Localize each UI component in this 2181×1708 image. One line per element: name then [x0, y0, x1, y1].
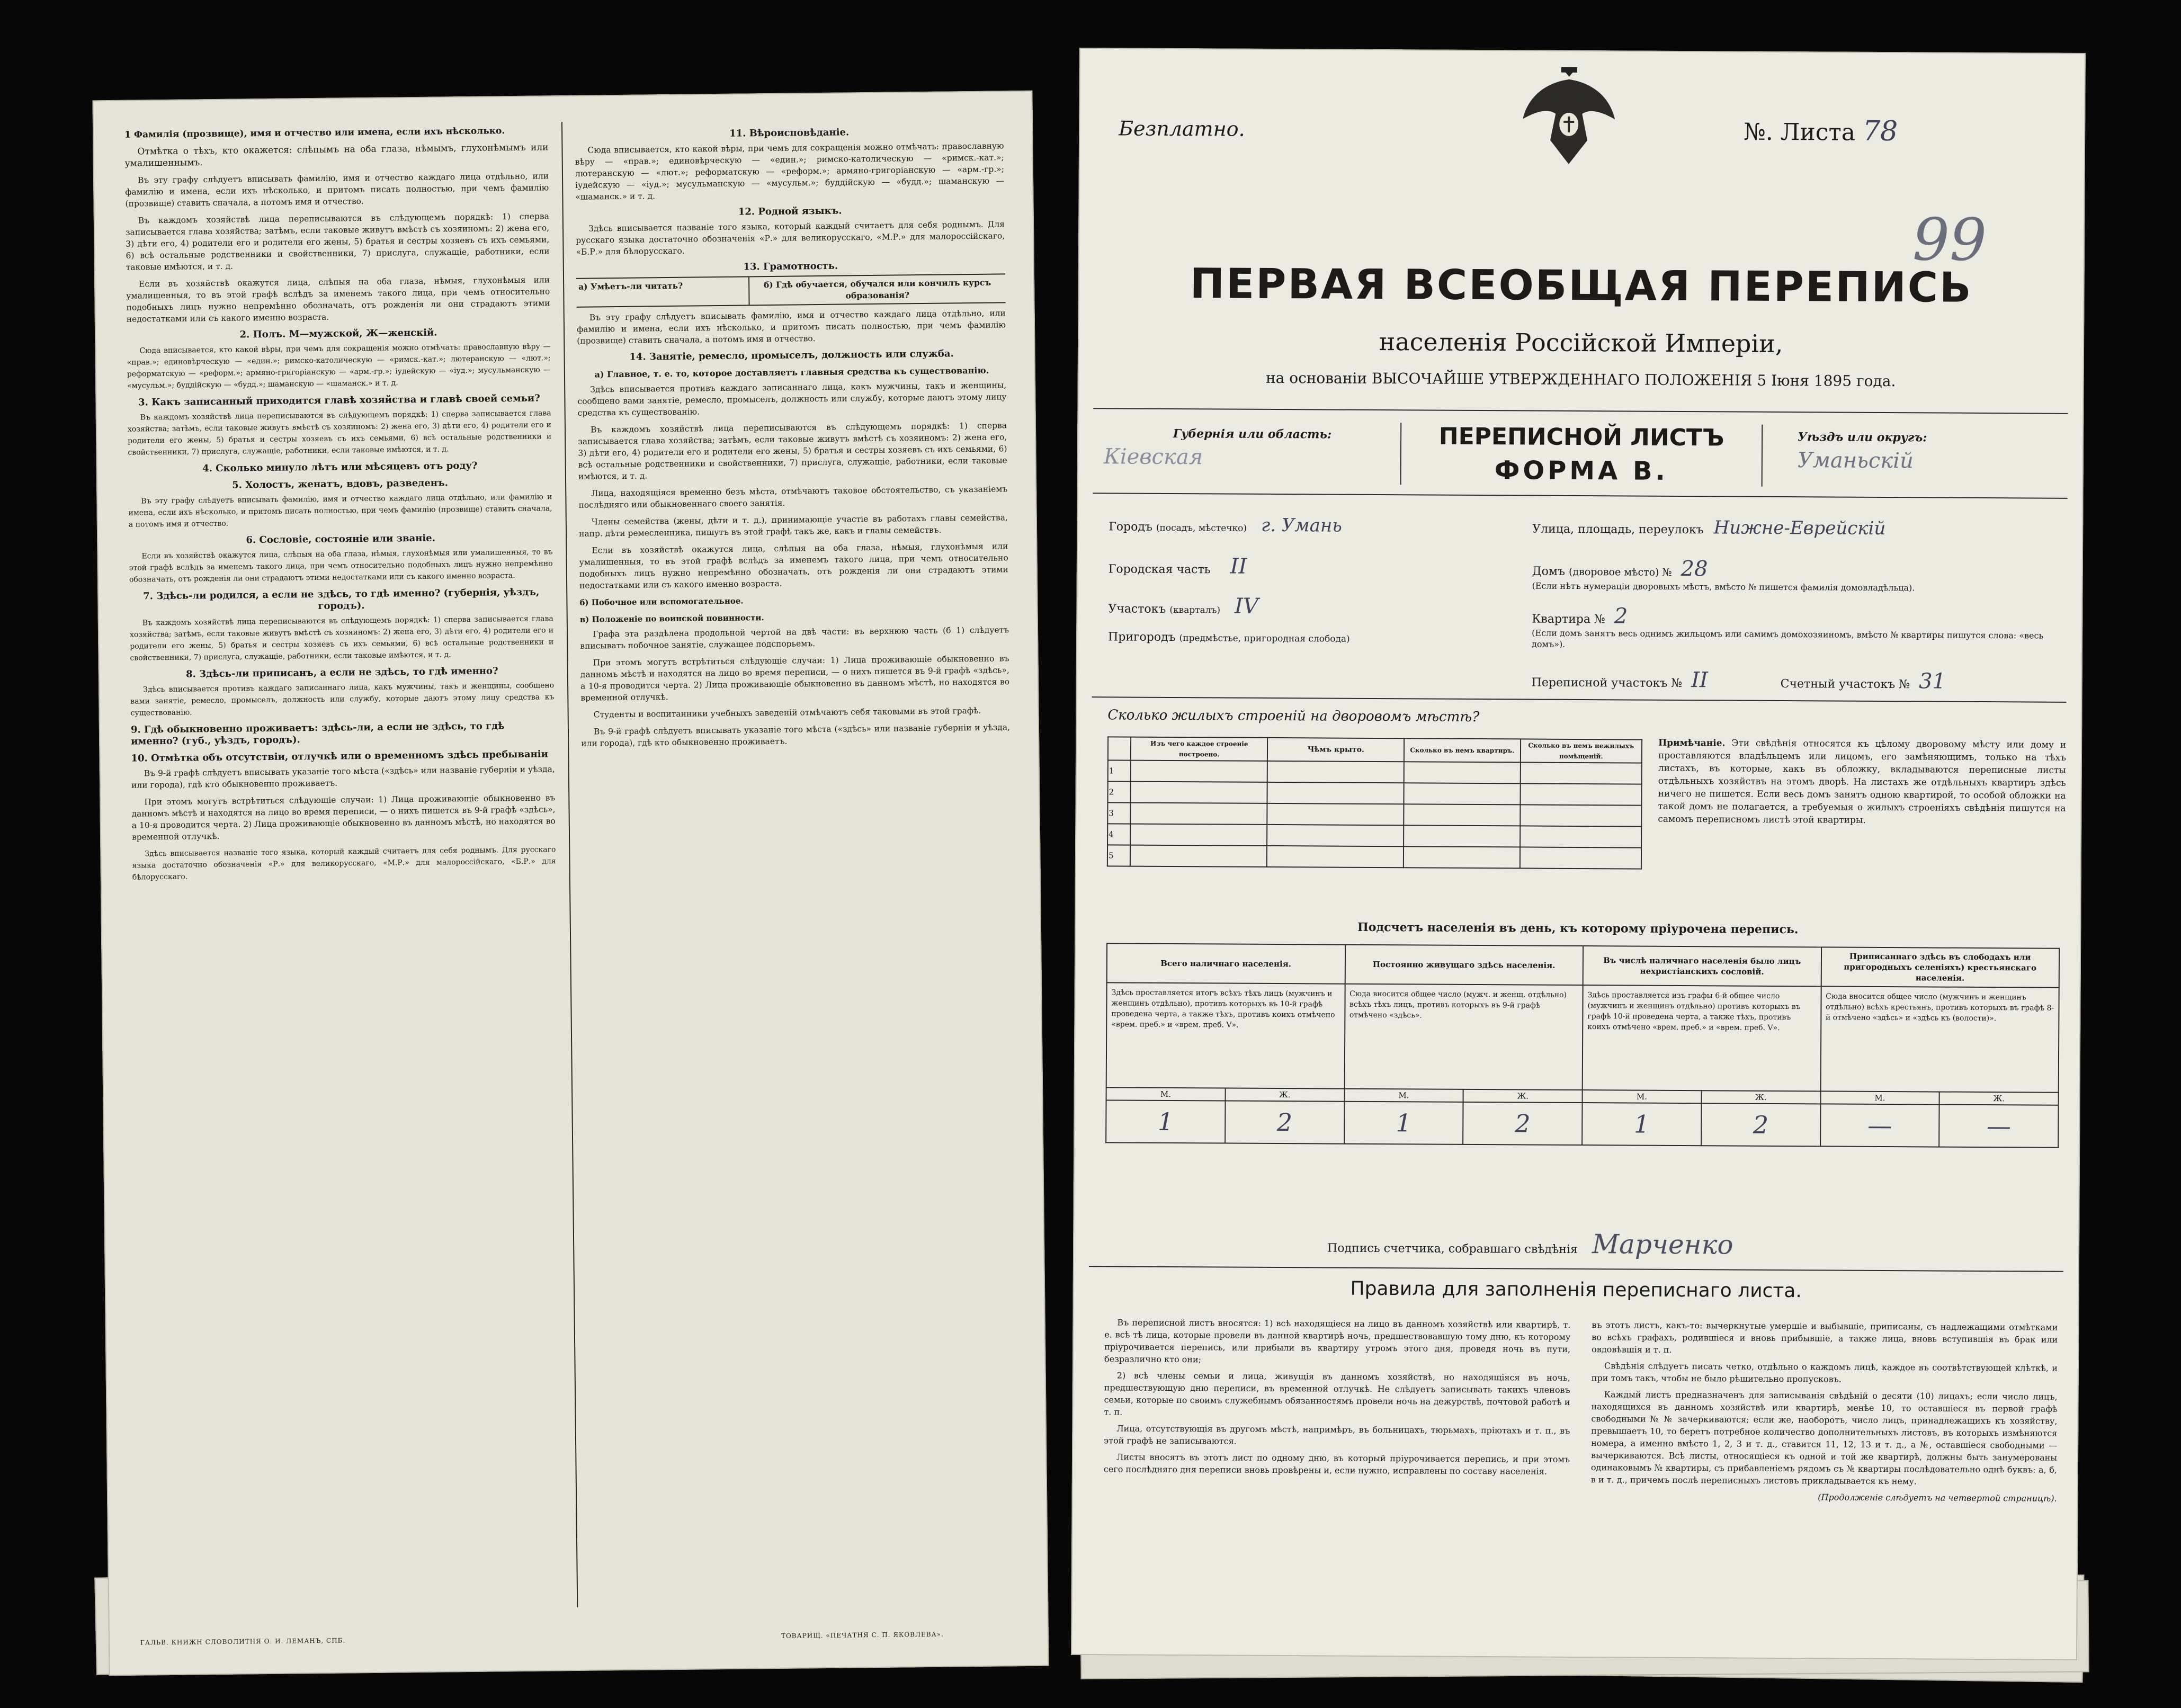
- rules-paragraph: Свѣдѣнія слѣдуетъ писать четко, отдѣльно о каждомъ лицѣ, каждое въ соотвѣтствующей клѣткѣ, и при томъ такъ, чтобы не было рѣшительно пропусковъ.: [1591, 1361, 2058, 1384]
- count-value: 1: [1106, 1100, 1225, 1143]
- instruction-paragraph: Въ эту графу слѣдуетъ вписывать фамилію, имя и отчество каждаго лица отдѣльно, или фамилію и имена, если ихъ нѣсколько, и притомъ писать полностью, при чемъ фамилію (прозвище) ставить сначала, а потомъ имя и отчество.: [128, 493, 552, 529]
- instruction-paragraph: Въ каждомъ хозяйствѣ лица переписываются въ слѣдующемъ порядкѣ: 1) сперва записывается глава хозяйства; затѣмъ, если таковые живутъ вмѣстѣ съ хозяиномъ: 2) жена его, 3) дѣти его, 4) родители его и родители его жены, 5) братья и сестры хозяевъ съ ихъ семьями, 6) всѣ остальные родственники и свойственники, 7) прислуга, служащіе, работники, если таковые имѣются, и т. д.: [578, 421, 1007, 481]
- form-rule: [1093, 493, 2068, 499]
- sex-label: Ж.: [1463, 1089, 1583, 1103]
- census-district-value: II: [1691, 668, 1708, 693]
- instruction-paragraph: Сюда вписывается, кто какой вѣры, при чемъ для сокращенія можно отмѣчать: православную вѣру — «прав.»; единовѣрческую — «един.»; римско-католическую — «римск.-кат.»; лютеранскую — «лют.»; реформатскую — «реформ.»; армяно-григоріанскую — «арм.-гр.»; іудейскую — «іуд.»; мусульманскую — «мусульм.»; буддійскую — «будд.»; шаманскую — «шаманск.» и т. д.: [127, 342, 551, 390]
- instruction-paragraph: Въ каждомъ хозяйствѣ лица переписываются въ слѣдующемъ порядкѣ: 1) сперва записывается глава хозяйства; затѣмъ, если таковые живутъ вмѣстѣ съ хозяиномъ: 2) жена его, 3) дѣти его, 4) родители его и родители его жены, 5) братья и сестры хозяевъ съ ихъ семьями, 6) всѣ остальные родственники и свойственники, 7) прислуга, служащіе, работники, если таковые имѣются, и т. д.: [129, 614, 554, 663]
- count-header: Постоянно живущаго здѣсь населенія.: [1345, 945, 1583, 985]
- pencil-page-number: 99: [1912, 205, 1987, 274]
- header-rule: [1093, 408, 2068, 414]
- census-subtitle: населенія Россійской Имперіи,: [1379, 327, 1783, 359]
- buildings-header: Сколько въ немъ нежилыхъ помѣщеній.: [1520, 739, 1642, 763]
- city-label: Городъ: [1109, 520, 1152, 534]
- rules-paragraph: 2) всѣ члены семьи и лица, живущія въ данномъ хозяйствѣ, но находящіяся въ ночь, предшествующую дню переписи, въ временной отлучкѣ. Не слѣдуетъ записывать такихъ членовъ семьи, которые по своимъ служебнымъ обязанностямъ провели ночь на дежурствѣ, почтовой работѣ и т. п.: [1104, 1370, 1570, 1417]
- section-value: IV: [1235, 594, 1258, 619]
- count-value: 1: [1344, 1102, 1463, 1144]
- signature-row: [1327, 1228, 1733, 1260]
- table-row: [1107, 824, 1641, 847]
- note-text: Эти свѣдѣнія относятся къ цѣлому дворовому мѣсту или дому и проставляются владѣльцемъ или лицомъ, его замѣняющимъ, только на тѣхъ листахъ, въ которые, какъ въ обложку, вкладываются переписные листы отдѣльныхъ хозяйствъ на этомъ дворѣ. На листахъ же отдѣльныхъ квартиръ здѣсь ничего не пишется. Если весь домъ занятъ одною квартирой, то особой обложки на такой домъ не полагается, а требуемыя о жилыхъ строеніяхъ свѣдѣнія пишутся на самомъ переписномъ листѣ этой квартиры.: [1658, 738, 2067, 826]
- left-column-2: [575, 120, 1010, 754]
- count-table-descriptions: [1106, 982, 2059, 1092]
- section-heading: 2. Полъ. М—мужской, Ж—женскій.: [239, 327, 437, 341]
- counting-district-field: [1781, 668, 1946, 694]
- instruction-paragraph: Въ каждомъ хозяйствѣ лица переписываются въ слѣдующемъ порядкѣ: 1) сперва записывается глава хозяйства; затѣмъ, если таковые живутъ вмѣстѣ съ хозяиномъ: 2) жена его, 3) дѣти его, 4) родители его и родители его жены, 5) братья и сестры хозяевъ съ ихъ семьями, 6) всѣ остальные родственники и свойственники, 7) прислуга, служащіе, работники, если таковые имѣются, и т. д.: [125, 211, 550, 272]
- count-description: Здѣсь проставляется итогъ всѣхъ тѣхъ лицъ (мужчинъ и женщинъ отдѣльно), противъ которыхъ въ 10-й графѣ проведена черта, а также тѣхъ, противъ коихъ отмѣчено «врем. преб.» и «врем. преб. V».: [1106, 982, 1345, 1088]
- count-header: Всего наличнаго населенія.: [1107, 943, 1345, 983]
- sex-label: М.: [1344, 1089, 1463, 1102]
- right-page-census-form: [1071, 48, 2086, 1660]
- count-value: —: [1939, 1105, 2058, 1148]
- section-heading: 14. Занятіе, ремесло, промыселъ, должность или служба.: [629, 348, 954, 363]
- section-label: Участокъ: [1108, 602, 1166, 616]
- section-heading: 3. Какъ записанный приходится главѣ хозяйства и главѣ своей семьи?: [138, 392, 540, 408]
- rules-column-left: [1104, 1316, 1571, 1482]
- district-value: Уманьскій: [1797, 448, 1914, 473]
- apartment-note: (Если домъ занятъ весь однимъ жильцомъ или самимъ домохозяиномъ, вмѣсто № квартиры пишутся слова: «весь домъ»).: [1532, 628, 2044, 649]
- instruction-paragraph: Здѣсь вписывается названіе того языка, который каждый считаетъ для себя роднымъ. Для русскаго языка достаточно обозначенія «Р.» для великорусскаго, «М.Р.» для малороссійскаго, «Б.Р.» для бѣлорусскаго.: [576, 219, 1005, 257]
- street-field: [1532, 516, 1885, 539]
- section-heading: 10. Отмѣтка объ отсутствіи, отлучкѣ или о временномъ здѣсь пребываніи: [131, 748, 549, 764]
- table-row: [1107, 781, 1641, 805]
- instruction-paragraph: Сюда вписывается, кто какой вѣры, при чемъ для сокращенія можно отмѣчать: православную вѣру — «прав.»; единовѣрческую — «един.»; римско-католическую — «римск.-кат.»; лютеранскую — «лют.»; реформатскую — «реформ.»; армяно-григоріанскую — «арм.-гр.»; іудейскую — «іуд.»; мусульманскую — «мусульм.»; буддійскую — «будд.»; шаманскую — «шаманск.» и т. д.: [575, 141, 1005, 202]
- population-count-table: [1105, 943, 2060, 1148]
- instruction-paragraph: Въ 9-й графѣ слѣдуетъ вписывать указаніе того мѣста («здѣсь» или названіе губерніи и уѣзда, или города), гдѣ кто обыкновенно проживаетъ.: [581, 722, 1011, 748]
- sheet-number-label: [1744, 115, 1898, 148]
- sheet-number-text: №. Листа: [1744, 118, 1856, 146]
- section-heading: 5. Холостъ, женатъ, вдовъ, разведенъ.: [232, 477, 449, 491]
- apartment-label: Квартира №: [1532, 612, 1605, 627]
- table-row: [1107, 845, 1641, 869]
- row-number: 5: [1107, 845, 1130, 866]
- rules-paragraph: Лица, отсутствующія въ другомъ мѣстѣ, напримѣръ, въ больницахъ, тюрьмахъ, пріютахъ и т. п., въ этой графѣ не записываются.: [1104, 1423, 1570, 1446]
- row-number: 2: [1107, 781, 1130, 802]
- buildings-header: Изъ чего каждое строеніе построено.: [1131, 737, 1268, 761]
- signature-value: Марченко: [1592, 1229, 1733, 1260]
- count-description: Здѣсь проставляется изъ графы 6-й общее число (мужчинъ и женщинъ отдѣльно) противъ которыхъ въ графѣ 10-й проведена черта, а также тѣхъ, противъ коихъ отмѣчено «врем. преб.» и «врем. преб. V».: [1583, 985, 1821, 1091]
- house-value: 28: [1681, 557, 1708, 582]
- section-heading: 8. Здѣсь-ли приписанъ, а если не здѣсь, то гдѣ именно?: [185, 665, 498, 680]
- instruction-paragraph: При этомъ могутъ встрѣтиться слѣдующіе случаи: 1) Лица проживающіе обыкновенно въ данномъ мѣстѣ и находятся на лицо во время переписи, — о нихъ пишется въ 9-й графѣ «здѣсь», а 10-я проводится черта. 2) Лица проживающіе обыкновенно въ данномъ мѣстѣ, но находятся во временной отлучкѣ.: [580, 654, 1010, 703]
- instruction-paragraph: Въ эту графу слѣдуетъ вписывать фамилію, имя и отчество каждаго лица отдѣльно, или фамилію и имена, если ихъ нѣсколько, и притомъ писать полностью, при чемъ фамилію (прозвище) ставить сначала, а потомъ имя и отчество.: [576, 308, 1006, 346]
- instruction-paragraph: Студенты и воспитанники учебныхъ заведеній отмѣчаютъ себя таковыми въ этой графѣ.: [593, 705, 981, 720]
- sex-label: Ж.: [1701, 1090, 1820, 1104]
- row-number: 3: [1107, 802, 1130, 824]
- note-label: Примѣчаніе.: [1658, 737, 1726, 749]
- instruction-paragraph: Въ эту графу слѣдуетъ вписывать фамилію, имя и отчество каждаго лица отдѣльно, или фамилію и имена, если ихъ нѣсколько, и притомъ писать полностью, при чемъ фамилію (прозвище) ставить сначала, а потомъ имя и отчество.: [125, 171, 549, 209]
- count-value: 2: [1701, 1103, 1820, 1146]
- district-block: [1798, 430, 2062, 474]
- census-district-label: Переписной участокъ №: [1531, 676, 1683, 691]
- form-title-block: [1400, 423, 1763, 487]
- buildings-header: Чѣмъ крыто.: [1267, 738, 1404, 762]
- sex-label: Ж.: [1939, 1092, 2059, 1105]
- printer-imprint-right: ТОВАРИЩ. «ПЕЧАТНЯ С. П. ЯКОВЛЕВА».: [781, 1630, 944, 1640]
- street-value: Нижне-Еврейскій: [1713, 517, 1886, 540]
- table-row: [1108, 760, 1642, 784]
- section-heading: 11. Вѣроисповѣданіе.: [729, 127, 850, 139]
- province-block: [1104, 426, 1331, 470]
- rules-paragraph: Въ переписной листъ вносятся: 1) всѣ находящіеся на лицо въ данномъ хозяйствѣ или квартирѣ, т. е. всѣ тѣ лица, которые провели въ данной квартирѣ ночь, предшествовавшую тому дню, къ которому пріурочивается перепись, или прибыли въ квартиру утромъ этого дня, проведя ночь въ пути, безразлично кто они;: [1104, 1317, 1571, 1365]
- census-title: ПЕРВАЯ ВСЕОБЩАЯ ПЕРЕПИСЬ: [1190, 260, 1973, 312]
- city-part-field: [1109, 553, 1247, 578]
- rules-paragraph: въ этотъ листъ, какъ-то: вычеркнутые умершіе и выбывшіе, приписаны, съ надлежащими отмѣтками во всѣхъ графахъ, родившіеся и вновь прибывшіе, а также лица, вновь вступившія въ брак или овдовѣвшія и т. п.: [1592, 1320, 2058, 1355]
- buildings-table: [1107, 736, 1642, 869]
- section-heading: 4. Сколько минуло лѣтъ или мѣсяцевъ отъ роду?: [202, 460, 478, 475]
- count-value: —: [1820, 1104, 1939, 1147]
- free-label: Безплатно.: [1119, 117, 1245, 141]
- sex-label: Ж.: [1225, 1088, 1344, 1102]
- instruction-paragraph: Лица, находящіяся временно безъ мѣста, отмѣчаютъ таковое обстоятельство, съ указаніемъ послѣдняго или обыкновеннаго своего занятія.: [578, 484, 1008, 510]
- left-page-instructions: [92, 91, 1049, 1676]
- rules-rule: [1089, 1266, 2063, 1272]
- house-label: Домъ: [1532, 565, 1566, 578]
- imperial-eagle-emblem: [1518, 60, 1620, 172]
- section-heading: б) Побочное или вспомогательное.: [579, 596, 744, 607]
- instruction-paragraph: Если въ хозяйствѣ окажутся лица, слѣпыя на оба глаза, нѣмыя, глухонѣмыя или умалишенныя, то въ этой графѣ вслѣдъ за именемъ такого лица, при чемъ относительно подобныхъ лицъ нужно непремѣнно обозначать, отъ рожденія ли они страдаютъ этими недостатками или съ какого именно возраста.: [129, 548, 553, 584]
- sex-label: М.: [1583, 1090, 1702, 1103]
- instruction-paragraph: Графа эта раздѣлена продольной чертой на двѣ части: въ верхнюю часть (б 1) слѣдуетъ вписывать побочное занятіе, служащее подспорьемъ.: [580, 625, 1009, 651]
- count-description: Сюда вносится общее число (мужчинъ и женщинъ отдѣльно) всѣхъ крестьянъ, противъ которыхъ въ графѣ 8-й отмѣчено «здѣсь» и «здѣсь къ (волости)».: [1820, 986, 2059, 1092]
- instruction-paragraph: Если въ хозяйствѣ окажутся лица, слѣпыя на оба глаза, нѣмыя, глухонѣмыя или умалишенныя, то въ этой графѣ вслѣдъ за именемъ такого лица, при чемъ относительно подобныхъ лицъ нужно непремѣнно обозначать, отъ рожденія ли они страдаютъ этими недостатками или съ какого именно возраста.: [126, 275, 550, 324]
- city-part-label: Городская часть: [1108, 562, 1211, 577]
- form-title: ПЕРЕПИСНОЙ ЛИСТЪ: [1438, 423, 1724, 452]
- counting-district-label: Счетный участокъ №: [1780, 677, 1910, 692]
- suburb-field: [1108, 630, 1350, 645]
- section-heading: 12. Родной языкъ.: [738, 205, 842, 218]
- column-divider: [561, 122, 578, 1607]
- buildings-note: [1658, 737, 2066, 828]
- census-basis: на основаніи ВЫСОЧАЙШЕ УТВЕРЖДЕННАГО ПОЛОЖЕНІЯ 5 Іюня 1895 года.: [1265, 369, 1896, 390]
- sheet-number-value: 78: [1862, 115, 1898, 148]
- rules-paragraph: Каждый листъ предназначенъ для записыванія свѣдѣній о десяти (10) лицахъ; если число лицъ, находящихся въ данномъ хозяйствѣ или квартирѣ, менѣе 10, то оставшіеся въ первой графѣ свободными № № зачеркиваются; если же, наоборотъ, число лицъ, принадлежащихъ къ хозяйству, превышаетъ 10, то беретъ потребное количество дополнительныхъ листовъ, въ которыхъ измѣняются номера, а именно вмѣсто 1, 2, 3 и т. д., ставится 11, 12, 13 и т. д., а №, оставшіеся свободными — вычеркиваются. Всѣ листы, относящіеся къ одной и той же квартирѣ, должны быть занумерованы одинаковымъ № квартиры, съ прибавленіемъ рядомъ съ № квартиры послѣдовательно однѣ буквъ: а, б, в и т. д., причемъ послѣ переписныхъ листовъ прикладывается къ нему.: [1590, 1389, 2058, 1487]
- province-value: Кіевская: [1103, 444, 1203, 470]
- section-heading: в) Положеніе по воинской повинности.: [579, 613, 764, 624]
- rules-column-right: [1591, 1319, 2058, 1505]
- section-heading: а) Главное, т. е. то, которое доставляетъ главныя средства къ существованію.: [594, 365, 989, 380]
- instruction-paragraph: Здѣсь вписывается противъ каждаго записаннаго лица, какъ мужчины, такъ и женщины, сообщено вами занятіе, ремесло, промыселъ, должность или службу, которые даютъ этому лицу средства къ существованію.: [130, 681, 555, 718]
- buildings-header: Сколько въ немъ квартиръ.: [1404, 738, 1521, 762]
- section-heading: 13. Грамотность.: [743, 260, 838, 273]
- signature-label: Подпись счетчика, собравшаго свѣдѣнія: [1327, 1241, 1578, 1257]
- city-hint: (посадъ, мѣстечко): [1156, 522, 1247, 534]
- sex-label: М.: [1106, 1087, 1226, 1101]
- continuation-note: (Продолженіе слѣдуетъ на четвертой страницѣ).: [1818, 1492, 2057, 1504]
- count-value: 2: [1225, 1101, 1344, 1144]
- house-field: [1532, 556, 1708, 582]
- section-heading: 7. Здѣсь-ли родился, а если не здѣсь, то гдѣ именно? (губернія, уѣздъ, городъ).: [143, 586, 540, 612]
- literacy-subheads: [576, 273, 1006, 307]
- address-rule: [1092, 696, 2067, 703]
- province-label: Губернія или область:: [1173, 426, 1332, 442]
- row-number: 1: [1108, 760, 1131, 781]
- instruction-paragraph: Здѣсь вписывается противъ каждаго записаннаго лица, какъ мужчины, такъ и женщины, сообщено вами занятіе, ремесло, промыселъ, должность или службу, которые даютъ этому лицу средства къ существованію.: [577, 380, 1007, 418]
- suburb-label: Пригородъ: [1108, 630, 1176, 645]
- count-value: 1: [1582, 1103, 1701, 1146]
- literacy-b-heading: б) Гдѣ обучается, обучался или кончилъ курсъ образованія?: [763, 277, 991, 301]
- count-header: Приписаннаго здѣсь въ слободахъ или пригородныхъ селеніяхъ) крестьянскаго населенія.: [1821, 947, 2059, 987]
- section-field: [1108, 593, 1258, 618]
- section-heading: 6. Сословіе, состояніе или званіе.: [246, 532, 436, 546]
- counting-district-value: 31: [1918, 669, 1946, 694]
- instruction-paragraph: Если въ хозяйствѣ окажутся лица, слѣпыя на оба глаза, нѣмыя, глухонѣмыя или умалишенныя, то въ этой графѣ вслѣдъ за именемъ такого лица, при чемъ относительно подобныхъ лицъ нужно непремѣнно обозначать, отъ рожденія ли они страдаютъ этими недостатками или съ какого именно возраста.: [579, 541, 1008, 591]
- instruction-paragraph: Въ 9-й графѣ слѣдуетъ вписывать указаніе того мѣста («здѣсь» или названіе губерніи и уѣзда, или города), гдѣ кто обыкновенно проживаетъ.: [131, 764, 555, 790]
- literacy-a-heading: а) Умѣетъ-ли читать?: [576, 277, 749, 306]
- buildings-question: Сколько жилыхъ строеній на дворовомъ мѣстѣ?: [1107, 707, 1480, 726]
- table-row: [1107, 802, 1641, 826]
- left-column-1: [124, 124, 556, 888]
- count-description: Сюда вносится общее число (мужч. и женщ. отдѣльно) всѣхъ тѣхъ лицъ, противъ которыхъ въ 9-й графѣ отмѣчено «здѣсь».: [1344, 984, 1583, 1090]
- buildings-table-header: [1108, 737, 1642, 763]
- count-header: Въ числѣ наличнаго населенія было лицъ нехристіанскихъ сословій.: [1583, 946, 1821, 986]
- rules-title: Правила для заполненія переписнаго листа.: [1350, 1277, 1802, 1302]
- district-label: Уѣздъ или округъ:: [1798, 430, 1927, 445]
- printer-imprint-left: ГАЛЬВ. КНИЖН СЛОВОЛИТНЯ О. И. ЛЕМАНЪ, СПБ.: [140, 1637, 346, 1647]
- count-table-header: [1107, 943, 2059, 987]
- instruction-paragraph: Отмѣтка о тѣхъ, кто окажется: слѣпымъ на оба глаза, нѣмымъ, глухонѣмымъ или умалишеннымъ.: [124, 142, 549, 169]
- house-note: (Если нѣтъ нумераціи дворовыхъ мѣстъ, вмѣсто № пишется фамилія домовладѣльца).: [1532, 580, 1915, 593]
- city-value: г. Умань: [1261, 514, 1342, 536]
- count-values-row: [1106, 1100, 2058, 1147]
- city-part-value: II: [1230, 554, 1247, 579]
- count-value: 2: [1463, 1102, 1582, 1145]
- count-title: Подсчетъ населенія въ день, къ которому пріурочена перепись.: [1357, 920, 1799, 937]
- street-label: Улица, площадь, переулокъ: [1532, 522, 1704, 537]
- form-subtitle: ФОРМА В.: [1494, 455, 1668, 486]
- section-hint: (кварталъ): [1169, 604, 1221, 616]
- instruction-paragraph: При этомъ могутъ встрѣтиться слѣдующіе случаи: 1) Лица проживающіе обыкновенно въ данномъ мѣстѣ и находятся на лицо во время переписи, — о нихъ пишется въ 9-й графѣ «здѣсь», а 10-я проводится черта. 2) Лица проживающіе обыкновенно въ данномъ мѣстѣ, но находятся во временной отлучкѣ.: [131, 793, 556, 842]
- rules-paragraph: Листы вносятъ въ этотъ лист по одному дню, въ который пріурочивается перепись, и при этомъ сего послѣдняго дня переписи вновь провѣрены и, если нужно, исправлены по составу населенія.: [1103, 1452, 1570, 1477]
- sex-label: М.: [1820, 1091, 1939, 1104]
- instruction-paragraph: Члены семейства (жены, дѣти и т. д.), принимающіе участіе въ работахъ главы семейства, напр. дѣти ремесленника, пишутъ въ этой графѣ такъ же, какъ и главы семействъ.: [578, 513, 1008, 539]
- section-heading: 9. Гдѣ обыкновенно проживаетъ: здѣсь-ли, а если не здѣсь, то гдѣ именно? (губ., уѣздъ, городъ).: [130, 720, 505, 747]
- row-number: 4: [1107, 824, 1130, 845]
- census-district-field: [1532, 667, 1708, 693]
- instruction-paragraph: Здѣсь вписывается названіе того языка, который каждый считаетъ для себя роднымъ. Для русскаго языка достаточно обозначенія «Р.» для великорусскаго, «М.Р.» для малороссійскаго, «Б.Р.» для бѣлорусскаго.: [132, 845, 556, 882]
- suburb-hint: (предмѣстье, пригородная слобода): [1179, 633, 1350, 645]
- instruction-paragraph: 1 Фамилія (прозвище), имя и отчество или имена, если ихъ нѣсколько.: [124, 126, 505, 140]
- city-field: [1109, 514, 1342, 536]
- apartment-value: 2: [1614, 604, 1628, 629]
- house-hint: (дворовое мѣсто) №: [1568, 566, 1672, 578]
- apartment-field: [1532, 604, 1628, 629]
- instruction-paragraph: Въ каждомъ хозяйствѣ лица переписываются въ слѣдующемъ порядкѣ: 1) сперва записывается глава хозяйства; затѣмъ, если таковые живутъ вмѣстѣ съ хозяиномъ: 2) жена его, 3) дѣти его, 4) родители его и родители его жены, 5) братья и сестры хозяевъ съ ихъ семьями, 6) всѣ остальные родственники и свойственники, 7) прислуга, служащіе, работники, если таковые имѣются, и т. д.: [127, 409, 552, 457]
